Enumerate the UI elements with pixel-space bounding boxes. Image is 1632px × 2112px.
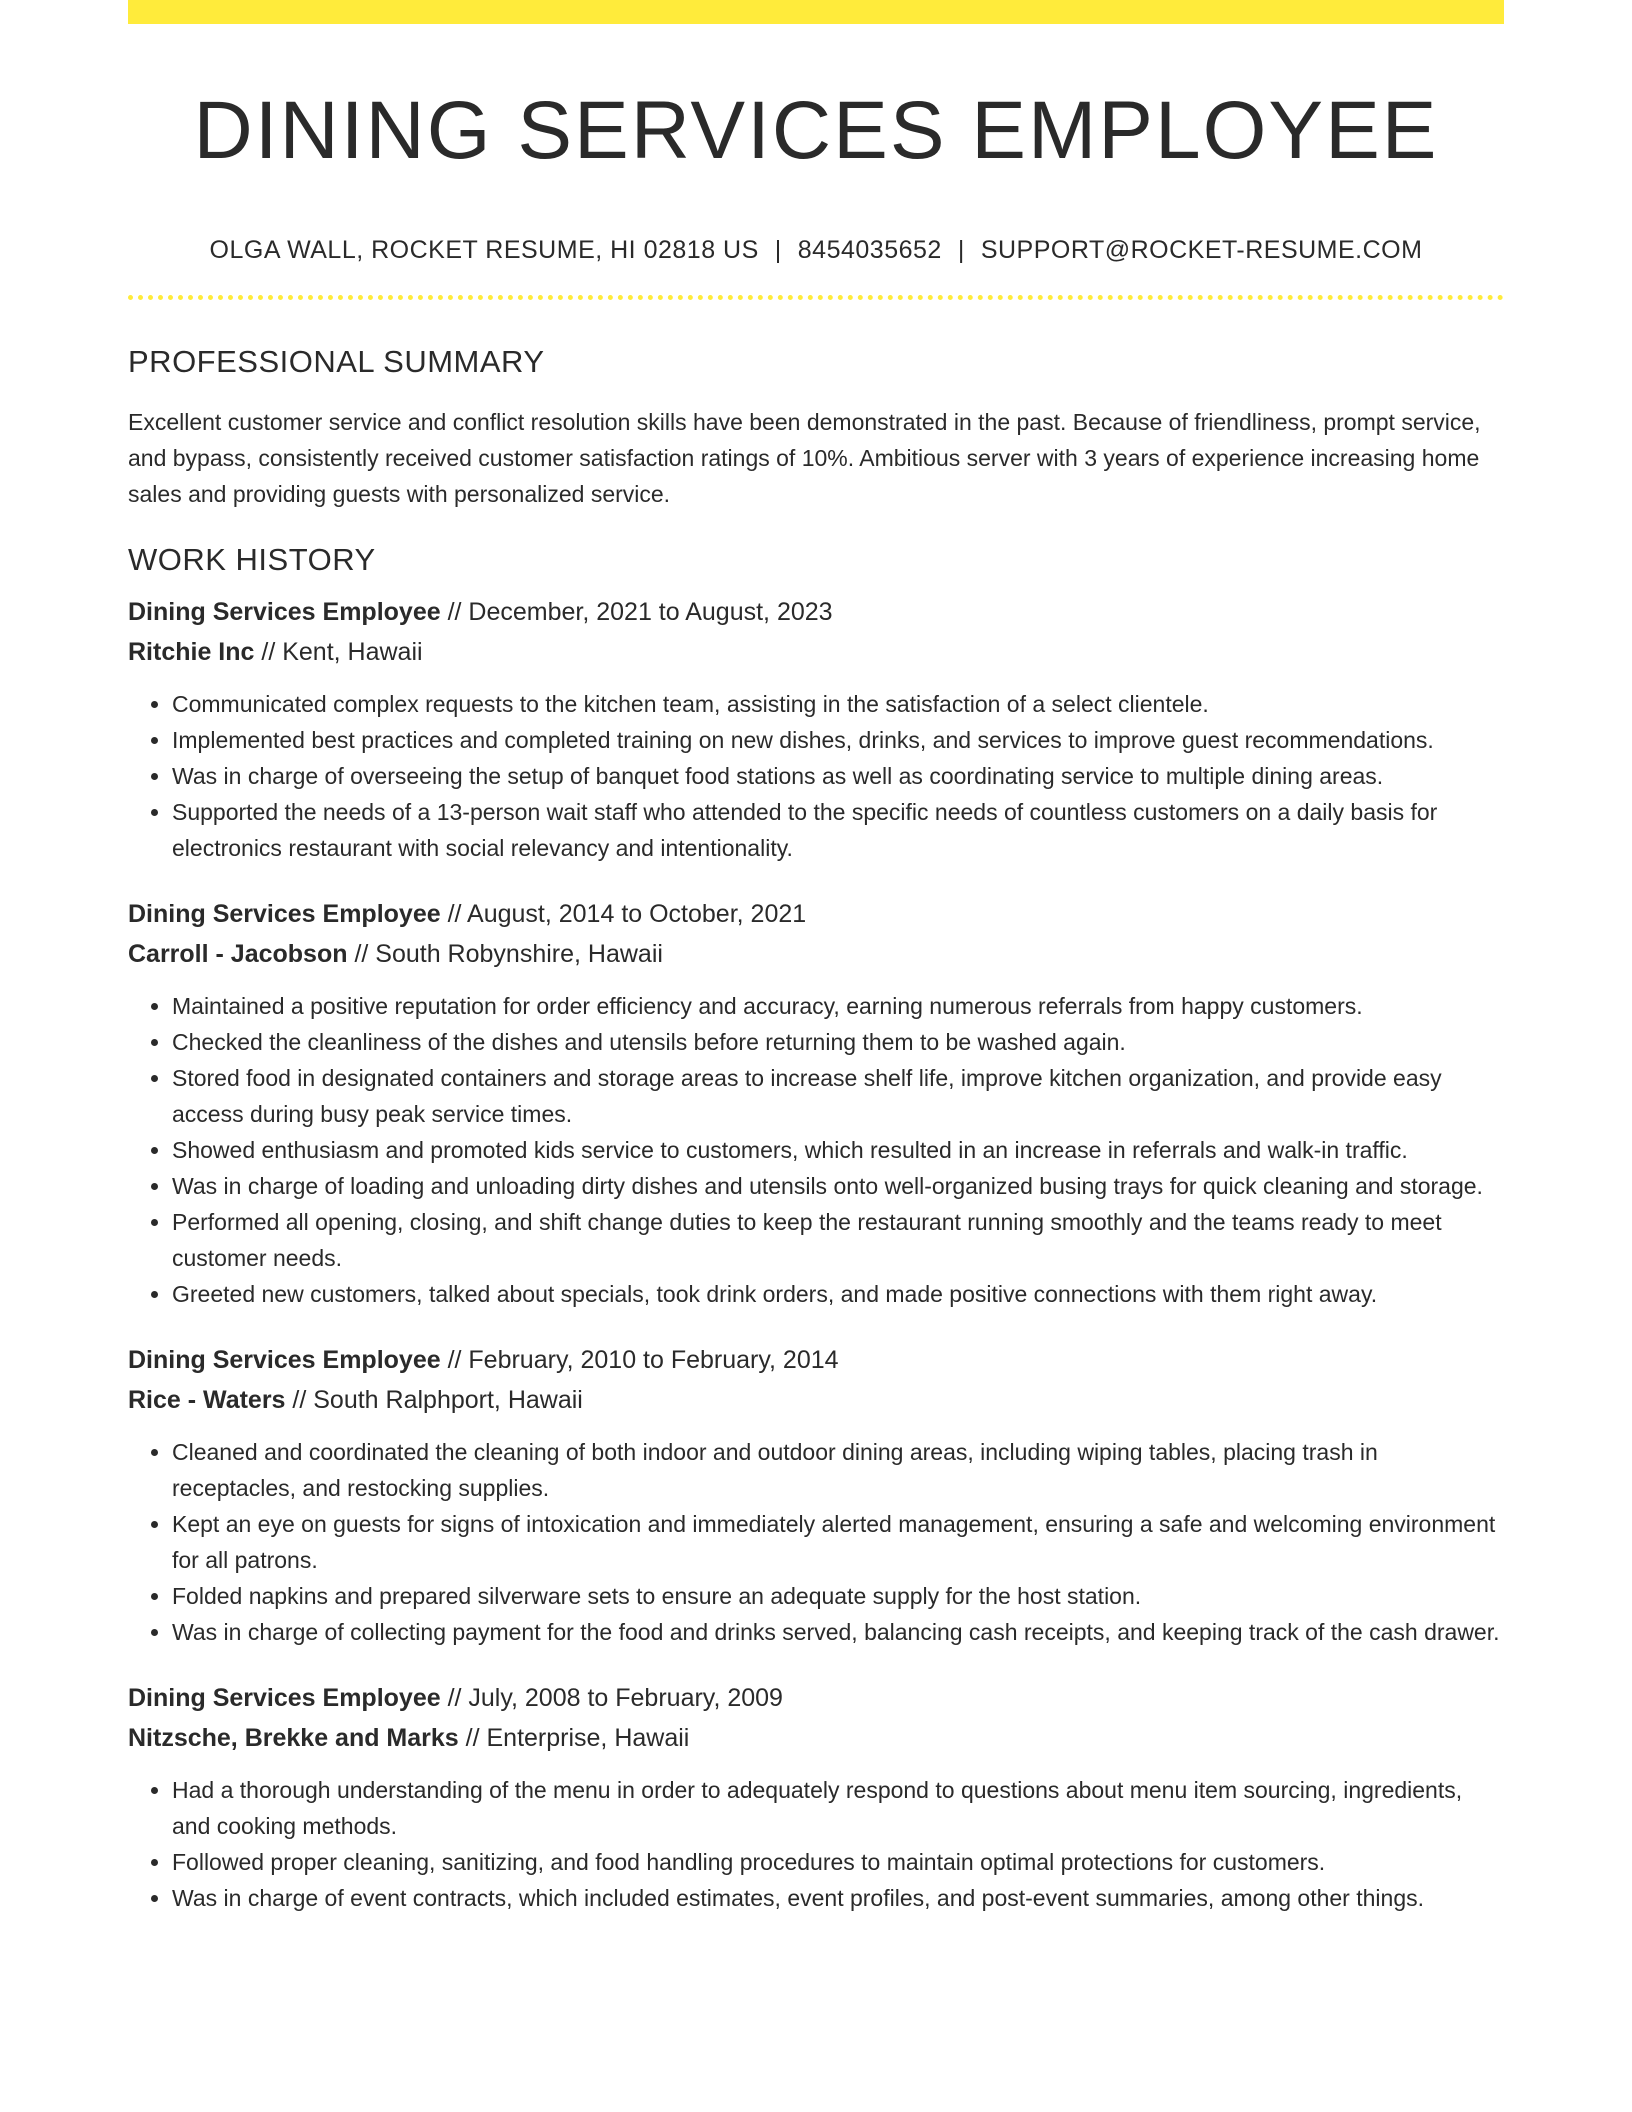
job-role-line [128,894,1504,934]
job-company: Ritchie Inc [128,638,255,667]
job-bullet-list [128,1434,1504,1650]
job-entry [128,894,1504,1312]
job-company-line [128,1380,1504,1420]
job-location: // South Robynshire, Hawaii [347,940,663,969]
job-location: // Enterprise, Hawaii [458,1724,690,1753]
work-history-list [128,592,1504,1916]
job-bullet: • Cleaned and coordinated the cleaning of both indoor and outdoor dining areas, including wiping tables, placing trash in receptacles, and restocking supplies. [172,1434,1504,1506]
job-bullet: • Maintained a positive reputation for order efficiency and accuracy, earning numerous referrals from happy customers. [172,988,1504,1024]
resume-page [128,0,1504,1916]
section-heading-summary: PROFESSIONAL SUMMARY [128,344,545,380]
job-company-line [128,632,1504,672]
job-entry [128,592,1504,866]
job-dates: // February, 2010 to February, 2014 [440,1346,839,1375]
job-bullet: • Performed all opening, closing, and shift change duties to keep the restaurant running smoothly and the teams ready to meet customer needs. [172,1204,1504,1276]
job-company: Rice - Waters [128,1386,286,1415]
dotted-divider [128,295,1504,300]
job-role-line [128,1678,1504,1718]
resume-title: DINING SERVICES EMPLOYEE [193,85,1439,176]
job-role-line [128,592,1504,632]
job-company-line [128,934,1504,974]
job-dates: // December, 2021 to August, 2023 [440,598,833,627]
job-dates: // July, 2008 to February, 2009 [440,1684,783,1713]
contact-email: SUPPORT@ROCKET-RESUME.COM [980,236,1423,265]
contact-line [128,236,1504,265]
job-location: // Kent, Hawaii [254,638,423,667]
job-role: Dining Services Employee [128,598,441,627]
job-bullet: • Greeted new customers, talked about specials, took drink orders, and made positive connections with them right away. [172,1276,1504,1312]
job-bullet-list [128,1772,1504,1916]
job-bullet: • Was in charge of overseeing the setup of banquet food stations as well as coordinating service to multiple dining areas. [172,758,1504,794]
job-entry [128,1678,1504,1916]
job-company: Nitzsche, Brekke and Marks [128,1724,459,1753]
job-role: Dining Services Employee [128,1346,441,1375]
job-role: Dining Services Employee [128,900,441,929]
top-accent-bar [128,0,1504,24]
job-bullet-list [128,686,1504,866]
job-bullet: • Showed enthusiasm and promoted kids service to customers, which resulted in an increase in referrals and walk-in traffic. [172,1132,1504,1168]
job-role-line [128,1340,1504,1380]
job-bullet: • Was in charge of collecting payment for the food and drinks served, balancing cash receipts, and keeping track of the cash drawer. [172,1614,1504,1650]
contact-separator: | [957,236,965,265]
job-role: Dining Services Employee [128,1684,441,1713]
job-bullet: • Supported the needs of a 13-person wait staff who attended to the specific needs of countless customers on a daily basis for electronics restaurant with social relevancy and intentionality. [172,794,1504,866]
job-bullet: • Was in charge of event contracts, which included estimates, event profiles, and post-event summaries, among other things. [172,1880,1504,1916]
job-bullet-list [128,988,1504,1312]
contact-address: OLGA WALL, ROCKET RESUME, HI 02818 US [209,236,759,265]
job-bullet: • Checked the cleanliness of the dishes and utensils before returning them to be washed again. [172,1024,1504,1060]
section-heading-work-history: WORK HISTORY [128,542,376,578]
job-bullet: • Kept an eye on guests for signs of intoxication and immediately alerted management, ensuring a safe and welcoming environment for all patrons. [172,1506,1504,1578]
job-bullet: • Had a thorough understanding of the menu in order to adequately respond to questions about menu item sourcing, ingredients, and cooking methods. [172,1772,1504,1844]
job-bullet: • Followed proper cleaning, sanitizing, and food handling procedures to maintain optimal protections for customers. [172,1844,1504,1880]
summary-text: Excellent customer service and conflict resolution skills have been demonstrated in the past. Because of friendliness, prompt service, and bypass, consistently received customer satisfaction ratings of 10%. Ambitious server with 3 years of experience increasing home sales and providing guests with personalized service. [128,409,1481,508]
contact-separator: | [774,236,782,265]
job-company-line [128,1718,1504,1758]
contact-phone: 8454035652 [797,236,942,265]
job-company: Carroll - Jacobson [128,940,348,969]
job-location: // South Ralphport, Hawaii [285,1386,583,1415]
job-bullet: • Stored food in designated containers and storage areas to increase shelf life, improve kitchen organization, and provide easy access during busy peak service times. [172,1060,1504,1132]
job-dates: // August, 2014 to October, 2021 [440,900,807,929]
job-bullet: • Was in charge of loading and unloading dirty dishes and utensils onto well-organized busing trays for quick cleaning and storage. [172,1168,1504,1204]
job-bullet: • Folded napkins and prepared silverware sets to ensure an adequate supply for the host station. [172,1578,1504,1614]
job-bullet: • Communicated complex requests to the kitchen team, assisting in the satisfaction of a select clientele. [172,686,1504,722]
job-entry [128,1340,1504,1650]
job-bullet: • Implemented best practices and completed training on new dishes, drinks, and services to improve guest recommendations. [172,722,1504,758]
